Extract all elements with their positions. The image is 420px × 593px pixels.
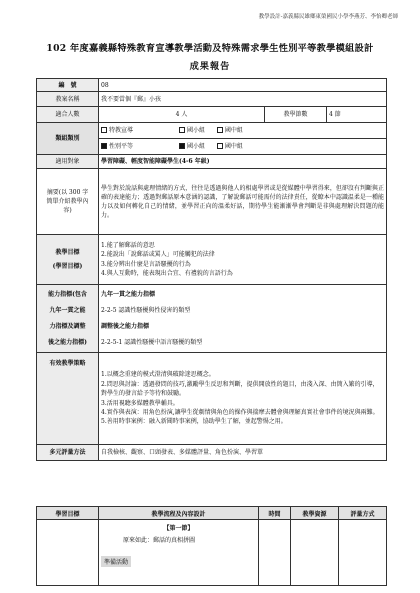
plan-part-subtitle: 原來如此：郵話的真相拼圖 [123, 537, 196, 544]
goal-item: 4.與人互動時，能表現出合宜、有禮貌的言語行為 [101, 269, 233, 277]
checkbox-checked-icon [101, 143, 107, 149]
target-value: 學習障礙、輕度智能障礙學生(4-6 年級) [99, 155, 387, 169]
abstract-label-line: 容) [63, 207, 72, 214]
unit-name-value: 我不要當個『郵』小孩 [99, 92, 387, 107]
row-grade [37, 107, 387, 123]
checkbox-empty-icon [101, 127, 107, 133]
row-category-1 [37, 123, 387, 139]
grade-value: 4 人 [99, 107, 265, 123]
goals-label [37, 235, 99, 285]
number-value: 08 [99, 79, 387, 92]
plan-activity-tag: 準備活動 [101, 556, 131, 567]
checkbox-empty-icon [217, 127, 223, 133]
document-title: 102 年度嘉義縣特殊教育宣導教學活動及特殊需求學生性別平等教學模組設計 [46, 43, 374, 54]
assessment-value: 自我檢核、觀察、口頭發表、多媒體評量、角色扮演、學習單 [99, 445, 387, 461]
row-unit-name [37, 92, 387, 107]
plan-header-assessment: 評量方式 [339, 507, 387, 520]
row-strategy [37, 353, 387, 445]
competency-heading: 調整後之能力指標 [101, 322, 150, 330]
plan-header-goal: 學習目標 [37, 507, 99, 520]
category-label: 類組類別 [37, 123, 99, 155]
competency-content [99, 285, 387, 353]
strategy-item: 1.以概念重建的模式澄清與破除迷思概念。 [101, 371, 215, 379]
competency-heading: 九年一貫之能力指標 [101, 290, 156, 298]
number-label: 編 號 [37, 79, 99, 92]
goals-label-line: (學習目標) [52, 262, 83, 270]
goal-item: 2.能說出「說郵話或罵人」可能觸犯的法律 [101, 251, 215, 259]
grade-label: 適合人數 [37, 107, 99, 123]
strategy-item: 4.實作與表演：用角色扮演,讓學生從劇情與角色的操作與揣摩去體會與理解真實社會事件的境況與兩難。 [101, 408, 379, 416]
row-competency [37, 285, 387, 353]
goals-label-line: 教學目標 [55, 248, 80, 256]
sessions-label: 教學節數 [265, 107, 327, 123]
row-abstract [37, 169, 387, 235]
category-option-label: 國小組 [186, 127, 205, 134]
abstract-label-line: 摘要(以 300 字 [46, 189, 89, 196]
goal-item: 3.能分辨出什麼是言語騷擾的行為 [101, 260, 191, 268]
checkbox-empty-icon [179, 127, 185, 133]
goals-list [99, 235, 387, 285]
category-option-label: 性別平等 [109, 143, 134, 150]
competency-label-line: 後之能力指標) [48, 338, 87, 346]
lesson-plan-table [36, 506, 387, 586]
strategy-list [99, 353, 387, 445]
abstract-text: 學生對於說話與處理情緒的方式，往往是透過與他人的相處學習或是從媒體中學習得來，但卻沒有判斷與正確的表達能力；透過對郵話原本意涵的認識，了解說郵話可能需付的法律責任，從瞭本中認識温柔是一種能力以及如何轉化自己的情緒，並學習正向的溫柔好話，期待學生能漸漸學會判斷是非與處理解決問題的能力。 [99, 169, 387, 235]
category-option-label: 國中組 [224, 143, 243, 150]
row-target [37, 155, 387, 169]
sessions-value: 4 節 [327, 107, 387, 123]
strategy-item: 5.善用時事案例：融入新聞時事案例，協助學生了解，並起警惕之用。 [101, 418, 287, 426]
plan-header-resources: 教學資源 [291, 507, 339, 520]
checkbox-empty-icon [217, 143, 223, 149]
plan-time-cell [259, 520, 291, 586]
assessment-label: 多元評量方法 [37, 445, 99, 461]
row-number [37, 79, 387, 92]
abstract-label [37, 169, 99, 235]
category-options-2 [99, 139, 387, 155]
plan-resources-cell [291, 520, 339, 586]
strategy-label: 有效教學策略 [37, 353, 99, 445]
lesson-info-table [36, 78, 387, 461]
plan-header-time: 時間 [259, 507, 291, 520]
plan-goal-cell [37, 520, 99, 586]
plan-content-cell [99, 520, 259, 586]
row-assessment [37, 445, 387, 461]
strategy-item: 3.活用視聽多媒體教學輔具。 [101, 399, 179, 407]
category-option-label: 特教宣導 [109, 127, 134, 134]
checkbox-checked-icon [179, 143, 185, 149]
competency-item: 2-2-5 認識性騷擾與性侵害的類型 [101, 306, 191, 314]
category-options-1 [99, 123, 387, 139]
abstract-label-line: 簡單介紹教學內 [46, 198, 89, 205]
goal-item: 1.能了解郵話的意思 [101, 241, 155, 249]
plan-part-title: 【第一節】 [163, 525, 194, 532]
category-option-label: 國小組 [186, 143, 205, 150]
header-note: 教學設計-嘉義縣民雄鄉東榮國民小學李燕芳、李怡卿老師 [258, 14, 398, 20]
plan-assessment-cell [339, 520, 387, 586]
competency-label [37, 285, 99, 353]
competency-item: 2-2-5-1 認識性騷擾中語言騷擾的類型 [101, 338, 203, 346]
plan-header-row [37, 507, 387, 520]
target-label: 適用對象 [37, 155, 99, 169]
competency-label-line: 力指標及調整 [49, 322, 86, 330]
strategy-item: 2.問思與討論：透過發問的技巧,激勵學生反思和判斷，提供開放性的題目，由淺入深、由簡入繁的引導，對學生的發言給予等待和鼓勵。 [101, 380, 379, 398]
plan-body-row [37, 520, 387, 586]
plan-header-content: 教學流程及內容設計 [99, 507, 259, 520]
category-option-label: 國中組 [224, 127, 243, 134]
competency-label-line: 能力指標(包含 [48, 290, 87, 298]
document-subtitle: 成果報告 [189, 61, 231, 72]
unit-name-label: 教案名稱 [37, 92, 99, 107]
competency-label-line: 九年一貫之能 [49, 306, 86, 314]
row-goals [37, 235, 387, 285]
